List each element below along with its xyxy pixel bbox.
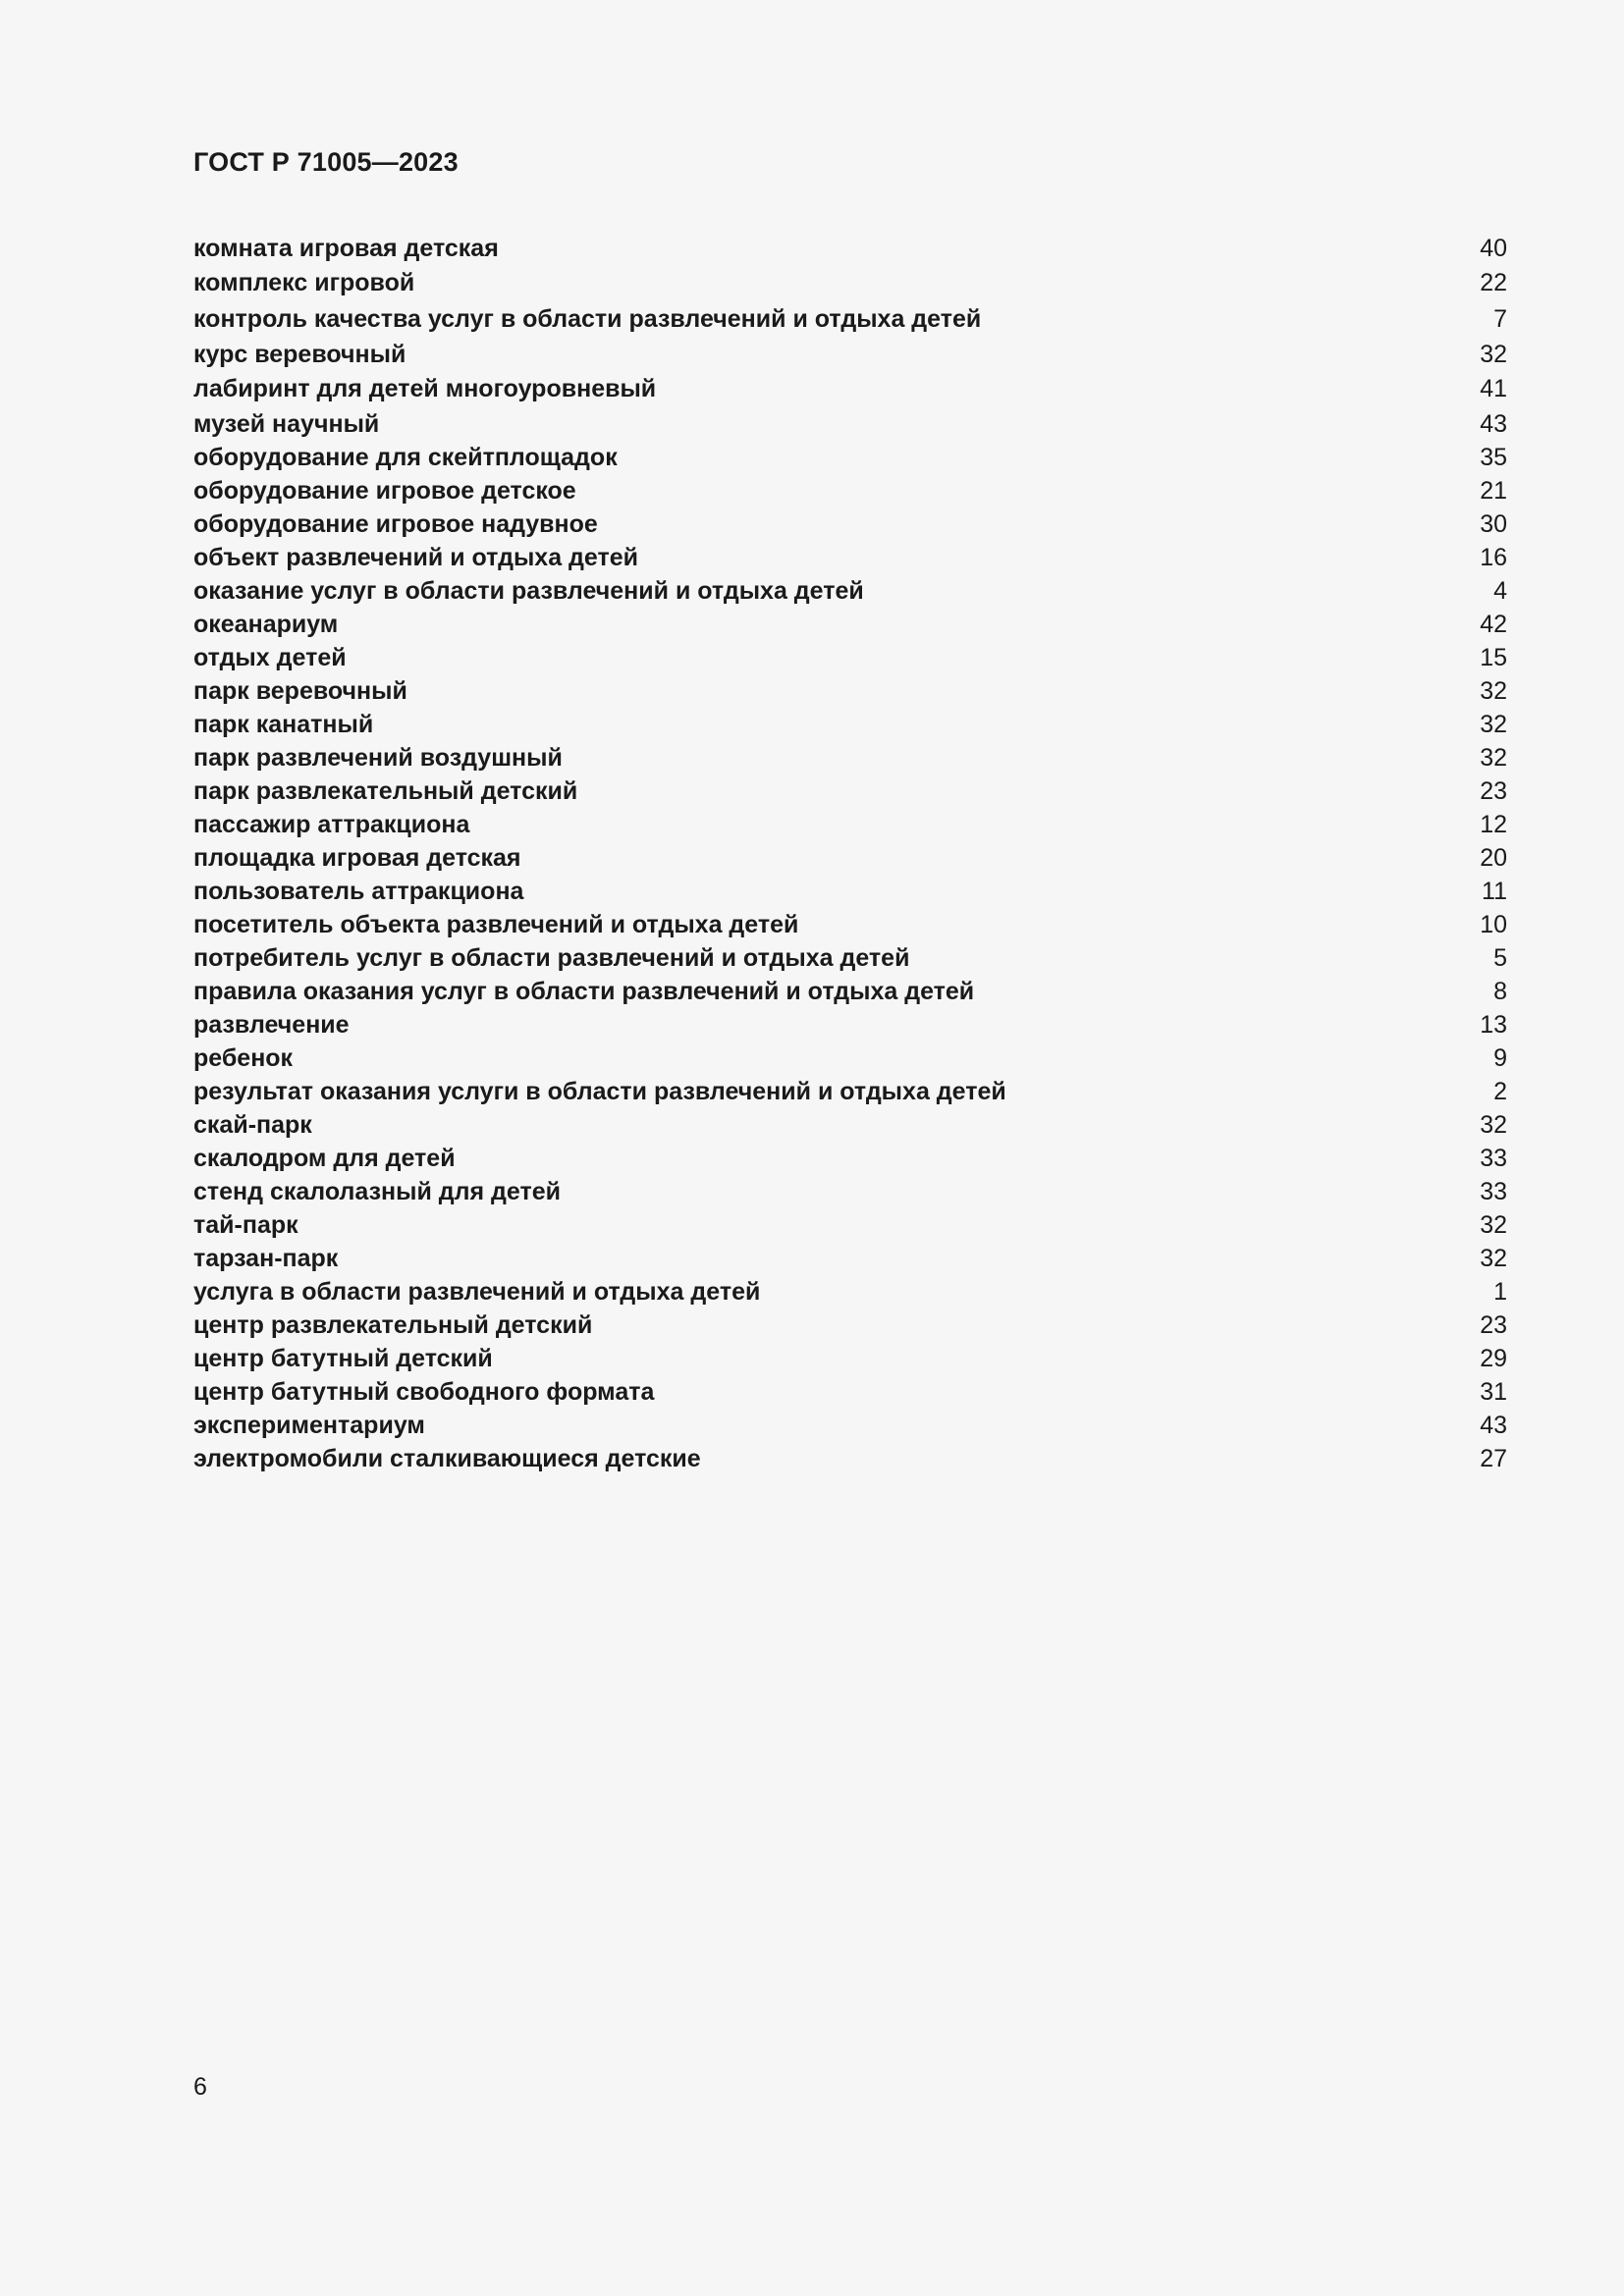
- index-reference: 32: [1480, 341, 1507, 368]
- index-reference: 8: [1493, 978, 1507, 1005]
- index-entry: [193, 407, 1507, 441]
- index-reference: 33: [1480, 1178, 1507, 1205]
- index-reference: 16: [1480, 544, 1507, 571]
- index-term: парк развлечений воздушный: [193, 744, 563, 772]
- index-entry: [193, 941, 1507, 975]
- index-entry: [193, 441, 1507, 474]
- index-reference: 10: [1480, 911, 1507, 938]
- index-entry: [193, 338, 1507, 371]
- index-reference: 11: [1482, 878, 1507, 905]
- index-term: лабиринт для детей многоуровневый: [193, 375, 657, 402]
- index-term: отдых детей: [193, 644, 347, 671]
- index-reference: 43: [1480, 410, 1507, 438]
- index-reference: 40: [1480, 235, 1507, 262]
- index-term: центр развлекательный детский: [193, 1311, 593, 1339]
- index-entry: [193, 808, 1507, 841]
- index-entry: [193, 371, 1507, 407]
- index-reference: 15: [1480, 644, 1507, 671]
- index-term: ребенок: [193, 1044, 294, 1072]
- index-term: услуга в области развлечений и отдыха детей: [193, 1278, 761, 1306]
- index-term: комната игровая детская: [193, 235, 499, 262]
- index-entry: [193, 507, 1507, 541]
- index-entry: [193, 265, 1507, 301]
- index-entry: [193, 232, 1507, 265]
- index-reference: 7: [1493, 305, 1507, 333]
- index-term: объект развлечений и отдыха детей: [193, 544, 639, 571]
- index-reference: 42: [1480, 611, 1507, 638]
- index-term: контроль качества услуг в области развлечений и отдыха детей: [193, 305, 982, 333]
- index-reference: 23: [1480, 777, 1507, 805]
- index-term: пользователь аттракциона: [193, 878, 524, 905]
- index-entry: [193, 641, 1507, 674]
- index-term: центр батутный свободного формата: [193, 1378, 655, 1406]
- index-reference: 13: [1480, 1011, 1507, 1039]
- index-term: посетитель объекта развлечений и отдыха детей: [193, 911, 799, 938]
- index-reference: 23: [1480, 1311, 1507, 1339]
- index-entry: [193, 1342, 1507, 1375]
- index-term: парк канатный: [193, 711, 374, 738]
- index-reference: 32: [1480, 1211, 1507, 1239]
- index-entry: [193, 1242, 1507, 1275]
- index-reference: 27: [1480, 1445, 1507, 1472]
- index-term: центр батутный детский: [193, 1345, 493, 1372]
- index-entry: [193, 741, 1507, 774]
- index-term: музей научный: [193, 410, 380, 438]
- page-number: 6: [193, 2073, 207, 2101]
- index-term: скай-парк: [193, 1111, 312, 1139]
- index-term: океанариум: [193, 611, 339, 638]
- index-term: оборудование игровое детское: [193, 477, 576, 505]
- index-reference: 32: [1480, 1245, 1507, 1272]
- index-term: пассажир аттракциона: [193, 811, 470, 838]
- index-entry: [193, 1041, 1507, 1075]
- index-term: потребитель услуг в области развлечений и отдыха детей: [193, 944, 910, 972]
- standard-code-header: ГОСТ Р 71005—2023: [193, 147, 459, 177]
- index-reference: 22: [1480, 269, 1507, 296]
- index-term: электромобили сталкивающиеся детские: [193, 1445, 701, 1472]
- index-entry: [193, 708, 1507, 741]
- index-entry: [193, 1375, 1507, 1409]
- index-entry: [193, 1442, 1507, 1475]
- index-term: площадка игровая детская: [193, 844, 521, 872]
- index-reference: 31: [1480, 1378, 1507, 1406]
- alphabetical-term-index: [193, 232, 1507, 1475]
- index-term: тай-парк: [193, 1211, 298, 1239]
- index-reference: 4: [1493, 577, 1507, 605]
- index-term: парк развлекательный детский: [193, 777, 578, 805]
- index-reference: 29: [1480, 1345, 1507, 1372]
- index-reference: 41: [1480, 375, 1507, 402]
- index-term: оборудование для скейтплощадок: [193, 444, 618, 471]
- index-term: оказание услуг в области развлечений и отдыха детей: [193, 577, 864, 605]
- index-term: парк веревочный: [193, 677, 407, 705]
- index-entry: [193, 841, 1507, 875]
- index-term: скалодром для детей: [193, 1145, 456, 1172]
- index-term: экспериментариум: [193, 1412, 425, 1439]
- index-term: тарзан-парк: [193, 1245, 339, 1272]
- index-entry: [193, 1175, 1507, 1208]
- index-reference: 32: [1480, 677, 1507, 705]
- index-entry: [193, 1075, 1507, 1108]
- index-reference: 32: [1480, 711, 1507, 738]
- index-entry: [193, 541, 1507, 574]
- index-entry: [193, 1208, 1507, 1242]
- index-reference: 1: [1493, 1278, 1507, 1306]
- index-entry: [193, 774, 1507, 808]
- index-entry: [193, 1108, 1507, 1142]
- index-reference: 43: [1480, 1412, 1507, 1439]
- index-term: правила оказания услуг в области развлечений и отдыха детей: [193, 978, 975, 1005]
- index-entry: [193, 875, 1507, 908]
- index-reference: 9: [1493, 1044, 1507, 1072]
- index-term: курс веревочный: [193, 341, 406, 368]
- index-reference: 12: [1480, 811, 1507, 838]
- index-entry: [193, 301, 1507, 338]
- index-reference: 32: [1480, 744, 1507, 772]
- index-entry: [193, 1142, 1507, 1175]
- index-reference: 21: [1480, 477, 1507, 505]
- index-reference: 2: [1493, 1078, 1507, 1105]
- index-reference: 33: [1480, 1145, 1507, 1172]
- index-entry: [193, 574, 1507, 608]
- index-reference: 35: [1480, 444, 1507, 471]
- index-term: оборудование игровое надувное: [193, 510, 598, 538]
- index-entry: [193, 1409, 1507, 1442]
- index-entry: [193, 674, 1507, 708]
- index-entry: [193, 1008, 1507, 1041]
- index-entry: [193, 908, 1507, 941]
- index-term: комплекс игровой: [193, 269, 415, 296]
- index-entry: [193, 975, 1507, 1008]
- index-reference: 20: [1480, 844, 1507, 872]
- index-entry: [193, 1308, 1507, 1342]
- index-entry: [193, 1275, 1507, 1308]
- index-term: стенд скалолазный для детей: [193, 1178, 562, 1205]
- index-term: развлечение: [193, 1011, 350, 1039]
- index-reference: 32: [1480, 1111, 1507, 1139]
- index-reference: 5: [1493, 944, 1507, 972]
- index-reference: 30: [1480, 510, 1507, 538]
- index-entry: [193, 608, 1507, 641]
- index-entry: [193, 474, 1507, 507]
- index-term: результат оказания услуги в области развлечений и отдыха детей: [193, 1078, 1006, 1105]
